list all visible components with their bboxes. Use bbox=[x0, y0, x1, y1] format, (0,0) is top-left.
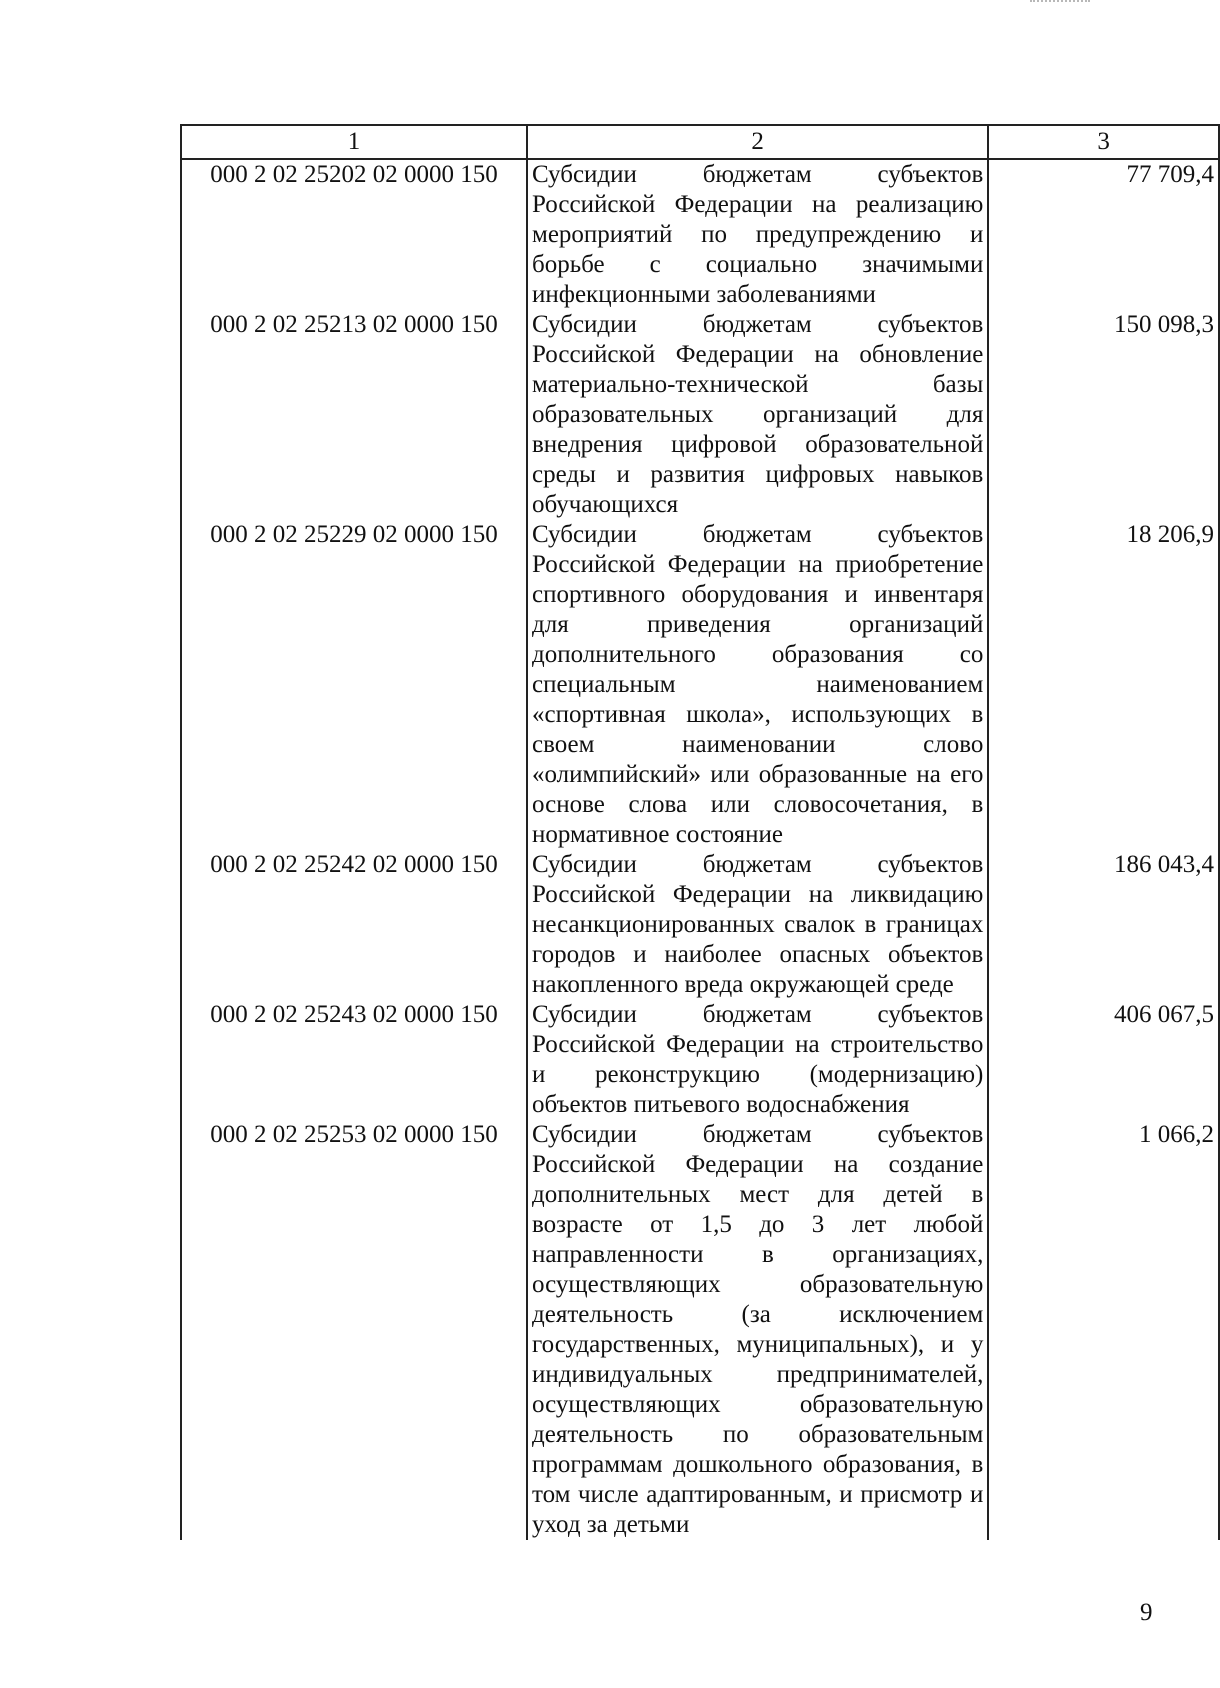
row-amount: 406 067,5 bbox=[988, 1000, 1219, 1120]
row-amount: 186 043,4 bbox=[988, 850, 1219, 1000]
table-row bbox=[181, 159, 1219, 310]
row-amount: 77 709,4 bbox=[988, 159, 1219, 310]
table-header-row bbox=[181, 125, 1219, 159]
table-row bbox=[181, 850, 1219, 1000]
table-row bbox=[181, 1000, 1219, 1120]
row-description: Субсидии бюджетам субъектов Российской Федерации на приобретение спортивного оборудования и инвентаря для приведения организаций дополнительного образования со специальным наименованием «спортивная школа», использующих в своем наименовании слово «олимпийский» или образованные на его основе слова или словосочетания, в нормативное состояние bbox=[527, 520, 988, 850]
row-description: Субсидии бюджетам субъектов Российской Федерации на строительство и реконструкцию (модернизацию) объектов питьевого водоснабжения bbox=[527, 1000, 988, 1120]
row-amount: 1 066,2 bbox=[988, 1120, 1219, 1540]
table-row bbox=[181, 310, 1219, 520]
row-amount: 18 206,9 bbox=[988, 520, 1219, 850]
row-description: Субсидии бюджетам субъектов Российской Федерации на реализацию мероприятий по предупреждению и борьбе с социально значимыми инфекционными заболеваниями bbox=[527, 159, 988, 310]
row-code: 000 2 02 25253 02 0000 150 bbox=[181, 1120, 527, 1540]
row-code: 000 2 02 25243 02 0000 150 bbox=[181, 1000, 527, 1120]
budget-table bbox=[180, 124, 1220, 1540]
row-code: 000 2 02 25202 02 0000 150 bbox=[181, 159, 527, 310]
row-code: 000 2 02 25242 02 0000 150 bbox=[181, 850, 527, 1000]
column-header-code: 1 bbox=[181, 125, 527, 159]
row-amount: 150 098,3 bbox=[988, 310, 1219, 520]
column-header-amount: 3 bbox=[988, 125, 1219, 159]
row-description: Субсидии бюджетам субъектов Российской Федерации на создание дополнительных мест для детей в возрасте от 1,5 до 3 лет любой направленности в организациях, осуществляющих образовательную деятельность (за исключением государственных, муниципальных), и у индивидуальных предпринимателей, осуществляющих образовательную деятельность по образовательным программам дошкольного образования, в том числе адаптированным, и присмотр и уход за детьми bbox=[527, 1120, 988, 1540]
row-description: Субсидии бюджетам субъектов Российской Федерации на обновление материально-технической базы образовательных организаций для внедрения цифровой образовательной среды и развития цифровых навыков обучающихся bbox=[527, 310, 988, 520]
table-row bbox=[181, 1120, 1219, 1540]
row-code: 000 2 02 25213 02 0000 150 bbox=[181, 310, 527, 520]
table-row bbox=[181, 520, 1219, 850]
page-number: 9 bbox=[1140, 1599, 1153, 1626]
scan-corner-mark bbox=[1030, 0, 1090, 6]
row-description: Субсидии бюджетам субъектов Российской Федерации на ликвидацию несанкционированных свалок в границах городов и наиболее опасных объектов накопленного вреда окружающей среде bbox=[527, 850, 988, 1000]
column-header-description: 2 bbox=[527, 125, 988, 159]
row-code: 000 2 02 25229 02 0000 150 bbox=[181, 520, 527, 850]
